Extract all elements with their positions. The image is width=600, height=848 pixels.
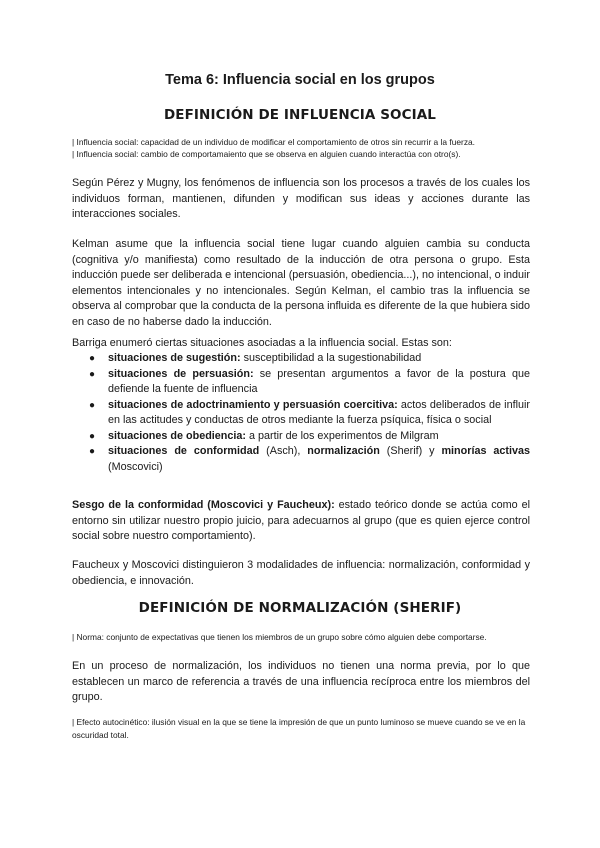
item-text: (Sherif) y (379, 445, 442, 457)
item-term: situaciones de conformidad (108, 445, 260, 457)
list-item (72, 429, 530, 445)
item-text: susceptibilidad a la sugestionabilidad (240, 352, 422, 364)
section-heading-influencia-social: DEFINICIÓN DE INFLUENCIA SOCIAL (163, 107, 437, 123)
list-item (72, 398, 530, 429)
situations-list (72, 351, 530, 475)
note-efecto-autocinetico: | Efecto autocinético: ilusión visual en la que se tiene la impresión de que un punto luminoso se mueve cuando se ve en la oscuridad total. (72, 717, 526, 740)
paragraph-barriga-intro: Barriga enumeró ciertas situaciones asociadas a la influencia social. Estas son: (72, 337, 452, 349)
item-term: situaciones de persuasión: (108, 367, 254, 380)
item-text: (Asch), (259, 445, 308, 457)
list-item (72, 351, 530, 367)
item-term: situaciones de obediencia: (108, 429, 246, 442)
page-title: Tema 6: Influencia social en los grupos (165, 72, 435, 88)
note-norma: | Norma: conjunto de expectativas que tienen los miembros de un grupo sobre cómo alguien debe comportarse. (72, 632, 487, 642)
item-term: situaciones de adoctrinamiento y persuasión coercitiva: (108, 398, 398, 411)
section-heading-normalizacion: DEFINICIÓN DE NORMALIZACIÓN (SHERIF) (138, 600, 462, 616)
list-item (72, 367, 530, 398)
bullet-icon: ● (89, 353, 96, 364)
note-definition-1: | Influencia social: capacidad de un individuo de modificar el comportamiento de otros sin recurrir a la fuerza. (72, 137, 475, 147)
paragraph-sesgo-conformidad (72, 498, 530, 545)
item-text: se presentan argumentos a favor de la postura que defiende la fuente de influencia (108, 367, 530, 395)
item-term: minorías activas (441, 445, 530, 457)
bullet-icon: ● (89, 430, 96, 442)
item-text: (Moscovici) (108, 460, 163, 473)
sesgo-text: estado teórico donde se actúa como el entorno sin utilizar nuestro propio juicio, para adecuarnos al grupo (que es quien ejerce control social sobre nuestro comportamiento). (72, 499, 531, 542)
note-definition-2: | Influencia social: cambio de comportamaiento que se observa en alguien cuando interactúa con otro(s). (72, 149, 461, 159)
paragraph-kelman: Kelman asume que la influencia social tiene lugar cuando alguien cambia su conducta (cognitiva y/o manifiesta) como resultado de la inducción de otra persona o grupo. Esta inducción puede ser deliberada e intencional (persuasión, obediencia...), no intencional, o induir elementos intencionales y no intencionales. Según Kelman, el cambio tras la influencia se observa al comprobar que la conducta de la persona influida es diferente de la que hubiera sido en caso de no haberse dado la inducción. (72, 238, 530, 328)
sesgo-term: Sesgo de la conformidad (Moscovici y Faucheux): (72, 499, 335, 511)
list-item (72, 444, 530, 475)
paragraph-normalizacion: En un proceso de normalización, los individuos no tienen una norma previa, por lo que establecen un marco de referencia a través de una influencia recíproca entre los miembros del grupo. (72, 660, 530, 703)
paragraph-faucheux-moscovici: Faucheux y Moscovici distinguieron 3 modalidades de influencia: normalización, conformidad y obediencia, e innovación. (72, 559, 530, 587)
item-term: situaciones de sugestión: (108, 352, 241, 364)
item-text: actos deliberados de influir en las actitudes y conductas de otros mediante la fuerza psíquica, física o social (108, 398, 530, 426)
paragraph-perez-mugny: Según Pérez y Mugny, los fenómenos de influencia son los procesos a través de los cuales los individuos forman, mantienen, difunden y modifican sus ideas y acciones durante las interacciones sociales. (72, 177, 530, 220)
item-term: normalización (307, 445, 380, 457)
item-text: a partir de los experimentos de Milgram (246, 429, 439, 442)
bullet-icon: ● (89, 446, 96, 457)
bullet-icon: ● (89, 368, 96, 380)
bullet-icon: ● (89, 399, 96, 411)
